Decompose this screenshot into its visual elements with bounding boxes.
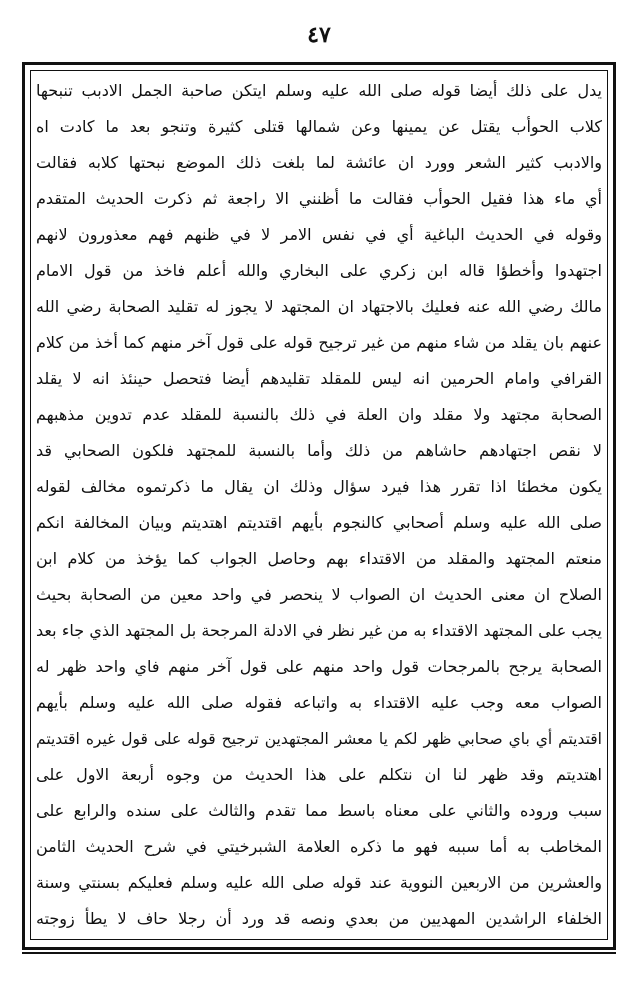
text-line: عنهم بان يقلد من شاء منهم من غير ترجيح قوله على قول آخر منهم كما أخذ من كلام (36, 333, 602, 352)
text-line: الخلفاء الراشدين المهديين من بعدي ونصه قد ورد أن رجلا حاف لا يطأ زوجته (36, 909, 602, 928)
text-line: الصحابة مجتهد ولا مقلد وان العلة في ذلك بالنسبة للمقلد عدم تدوين مذهبهم (36, 405, 602, 424)
page-number: ٤٧ (307, 22, 331, 48)
text-line: الصواب معه وجب عليه الاقتداء به واتباعه فقوله صلى الله عليه وسلم بأيهم (36, 693, 602, 712)
text-line: كلاب الحوأب يقتل عن يمينها وعن شمالها قتلى كثيرة وتنجو بعد ما كادت اه (36, 117, 602, 136)
text-line: أي ماء هذا فقيل الحوأب فقالت ما أظنني الا راجعة ثم ذكرت الحديث المتقدم (36, 189, 602, 208)
text-line: يدل على ذلك أيضا قوله صلى الله عليه وسلم ايتكن صاحبة الجمل الادبب تنبحها (36, 81, 602, 100)
text-line: صلى الله عليه وسلم أصحابي كالنجوم بأيهم اقتديتم اهتديتم وبيان المخالفة انكم (36, 513, 602, 532)
bottom-rule (22, 952, 616, 954)
text-line: وقوله في الحديث الباغية أي في نفس الامر لا في ظنهم فهم معذورون لانهم (36, 225, 602, 244)
text-line: والعشرين من الاربعين النووية عند قوله صلى الله عليه وسلم فعليكم بسنتي وسنة (36, 873, 602, 892)
text-line: لا نقص اجتهادهم حاشاهم من ذلك وأما بالنسبة للمجتهد فلكون الصحابي قد (36, 441, 602, 460)
text-line: اجتهدوا وأخطؤا قاله ابن زكري على البخاري والله أعلم فاخذ من قول الامام (36, 261, 602, 280)
text-line: اهتديتم وقد ظهر لنا ان نتكلم على هذا الحديث من وجوه أربعة الاول على (36, 765, 602, 784)
text-line: يكون مخطئا اذا تقرر هذا فيرد سؤال وذلك ان يقال ما ذكرتموه مخالف لقوله (36, 477, 602, 496)
text-line: الصحابة يرجح بالمرجحات قول واحد منهم على قول آخر منهم فاي واحد ظهر له (36, 657, 602, 676)
text-line: مالك رضي الله عنه فعليك بالاجتهاد ان المجتهد لا يجوز له تقليد الصحابة رضي الله (36, 297, 602, 316)
text-line: الصلاح ان معنى الحديث ان الصواب لا ينحصر في واحد معين من الصحابة بحيث (36, 585, 602, 604)
text-line: يجب على المجتهد الاقتداء به من غير نظر في الادلة المرجحة بل المجتهد الذي جاء بعد (36, 621, 602, 640)
text-line: والادبب كثير الشعر وورد ان عائشة لما بلغت ذلك الموضع نبحتها كلابه فقالت (36, 153, 602, 172)
text-line: منعتم المجتهد والمقلد من الاقتداء بهم وحاصل الجواب كما يؤخذ من كلام ابن (36, 549, 602, 568)
text-line: سبب وروده والثاني على معناه باسط مما تقدم والثالث على سنده والرابع على (36, 801, 602, 820)
text-line: اقتديتم أي باي صحابي ظهر لكم يا معشر المجتهدين ترجيح قوله على قول غيره اقتديتم (36, 730, 602, 748)
text-line: القرافي وامام الحرمين انه ليس للمقلد تقليدهم أيضا فتحصل حينئذ انه لا يقلد (36, 369, 602, 388)
body-text (36, 74, 602, 936)
text-line: المخاطب به أما سببه فهو ما ذكره العلامة الشبرخيتي في شرح الحديث الثامن (36, 837, 602, 856)
